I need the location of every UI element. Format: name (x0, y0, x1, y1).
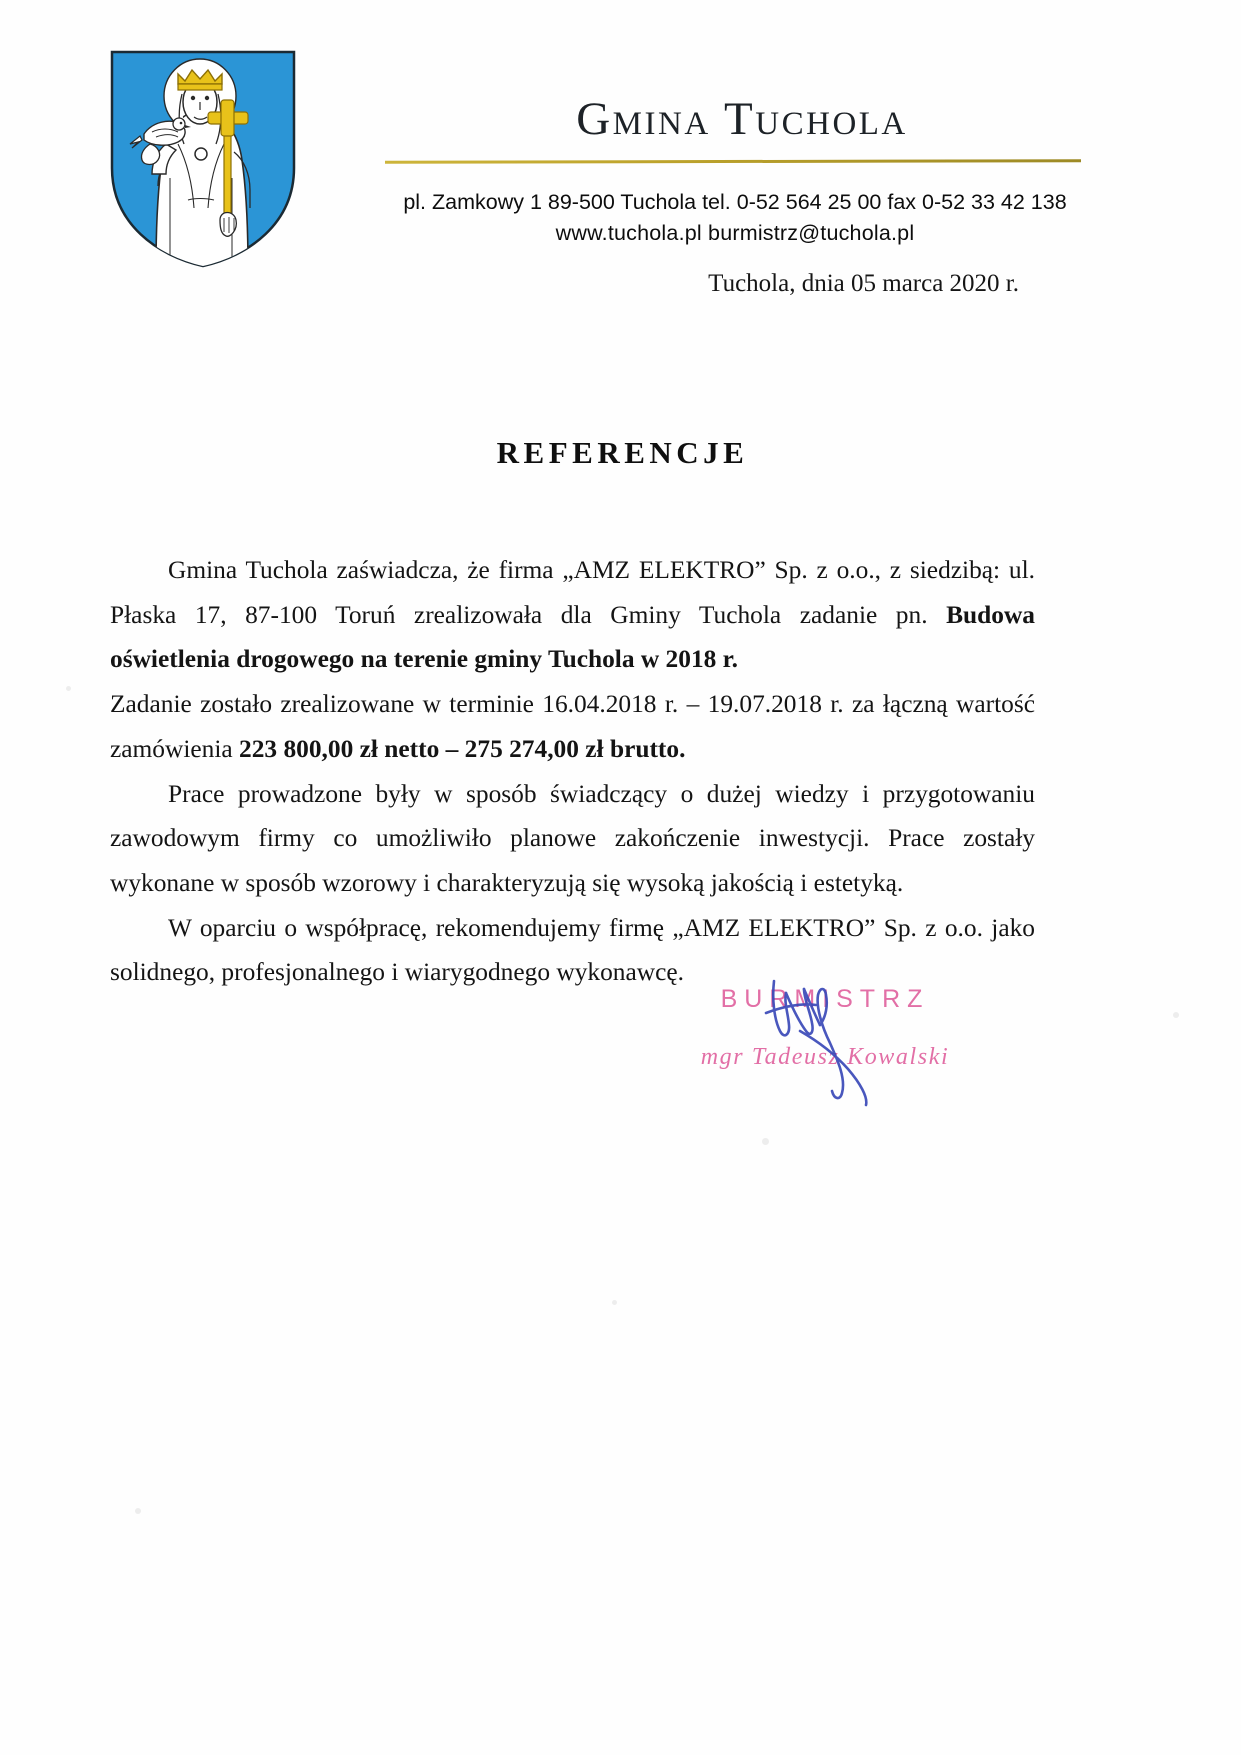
project-name: Budowa oświetlenia drogowego na terenie gminy Tuchola w 2018 r. (110, 600, 1035, 674)
letterhead (0, 34, 1241, 304)
organization-title: Gmina Tuchola (576, 93, 908, 145)
scan-speck (66, 686, 71, 691)
scan-speck (1173, 1012, 1179, 1018)
contact-block (385, 187, 1085, 248)
paragraph-4: W oparciu o współpracę, rekomendujemy firmę „AMZ ELEKTRO” Sp. z o.o. jako solidnego, profesjonalnego i wiarygodnego wykonawcę. (110, 913, 1035, 987)
scan-speck (612, 1300, 617, 1305)
paragraph-2-lead: Zadanie zostało zrealizowane w terminie 16.04.2018 r. – 19.07.2018 r. za łączną wartość zamówienia (110, 690, 1035, 763)
paragraph-2 (110, 682, 1035, 771)
scan-speck (135, 1508, 141, 1514)
page-title: REFERENCJE (496, 435, 749, 470)
paragraph-1-lead: Gmina Tuchola zaświadcza, że firma „AMZ ELEKTRO” Sp. z o.o., z siedzibą: ul. Płaska 17, 87-100 Toruń zrealizowała dla Gminy Tuchola zadanie pn. (110, 556, 1035, 629)
letterhead-text (385, 34, 1085, 248)
contact-address-phone: pl. Zamkowy 1 89-500 Tuchola tel. 0-52 564 25 00 fax 0-52 33 42 138 (403, 190, 1067, 214)
document-body (110, 548, 1035, 995)
signature-name: mgr Tadeusz Kowalski (700, 1044, 950, 1070)
signature-office: BURMISTRZ (720, 985, 930, 1013)
contact-web-email: www.tuchola.pl burmistrz@tuchola.pl (555, 220, 915, 245)
paragraph-1 (110, 548, 1035, 682)
date-line: Tuchola, dnia 05 marca 2020 r. (708, 270, 1019, 297)
coat-of-arms-icon (108, 48, 298, 270)
paragraph-3: Prace prowadzone były w sposób świadczący o dużej wiedzy i przygotowaniu zawodowym firmy co umożliwiło planowe zakończenie inwestycji. Prace zostały wykonane w sposób wzorowy i charakteryzują się wysoką jakością i estetyką. (110, 779, 1035, 897)
scan-speck (762, 1138, 769, 1145)
contract-value: 223 800,00 zł netto – 275 274,00 zł brutto. (239, 734, 686, 763)
gold-divider (385, 159, 1081, 163)
signature-block (660, 985, 990, 1115)
